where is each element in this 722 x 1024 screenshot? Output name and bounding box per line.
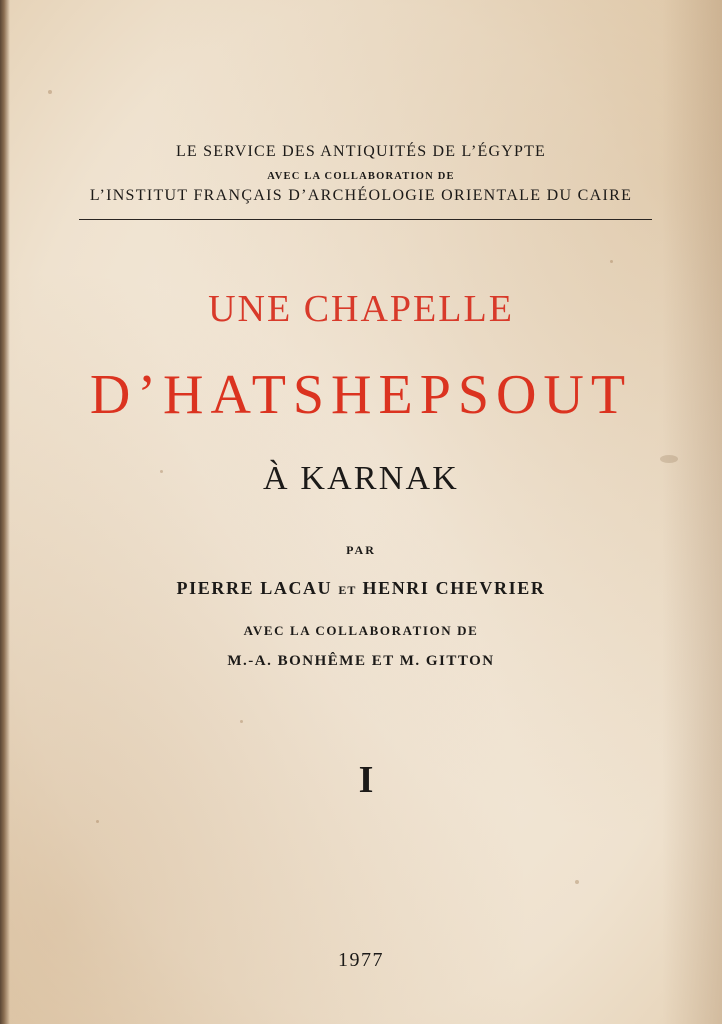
paper-speck <box>48 90 52 94</box>
paper-speck <box>240 720 243 723</box>
volume-number: I <box>358 759 374 801</box>
collaboration-line: AVEC LA COLLABORATION DE <box>267 171 455 182</box>
author-2: HENRI CHEVRIER <box>362 578 546 598</box>
by-label: PAR <box>346 543 376 557</box>
collaborators: M.-A. BONHÊME ET M. GITTON <box>227 653 495 669</box>
paper-speck <box>575 880 579 884</box>
title-line-3: À KARNAK <box>262 460 460 497</box>
collaboration-intro: AVEC LA COLLABORATION DE <box>243 623 479 638</box>
publisher-institute: L’INSTITUT FRANÇAIS D’ARCHÉOLOGIE ORIENTALE DU CAIRE <box>89 187 633 204</box>
paper-speck <box>610 260 613 263</box>
author-conjunction: ET <box>338 583 357 597</box>
publisher-service: LE SERVICE DES ANTIQUITÉS DE L’ÉGYPTE <box>175 143 547 160</box>
authors-line <box>0 578 722 599</box>
author-1: PIERRE LACAU <box>176 578 333 598</box>
title-line-1: UNE CHAPELLE <box>208 288 514 330</box>
publication-year: 1977 <box>338 949 384 971</box>
paper-speck <box>96 820 99 823</box>
title-line-2: D’HATSHEPSOUT <box>89 364 633 426</box>
header-divider <box>79 219 652 220</box>
